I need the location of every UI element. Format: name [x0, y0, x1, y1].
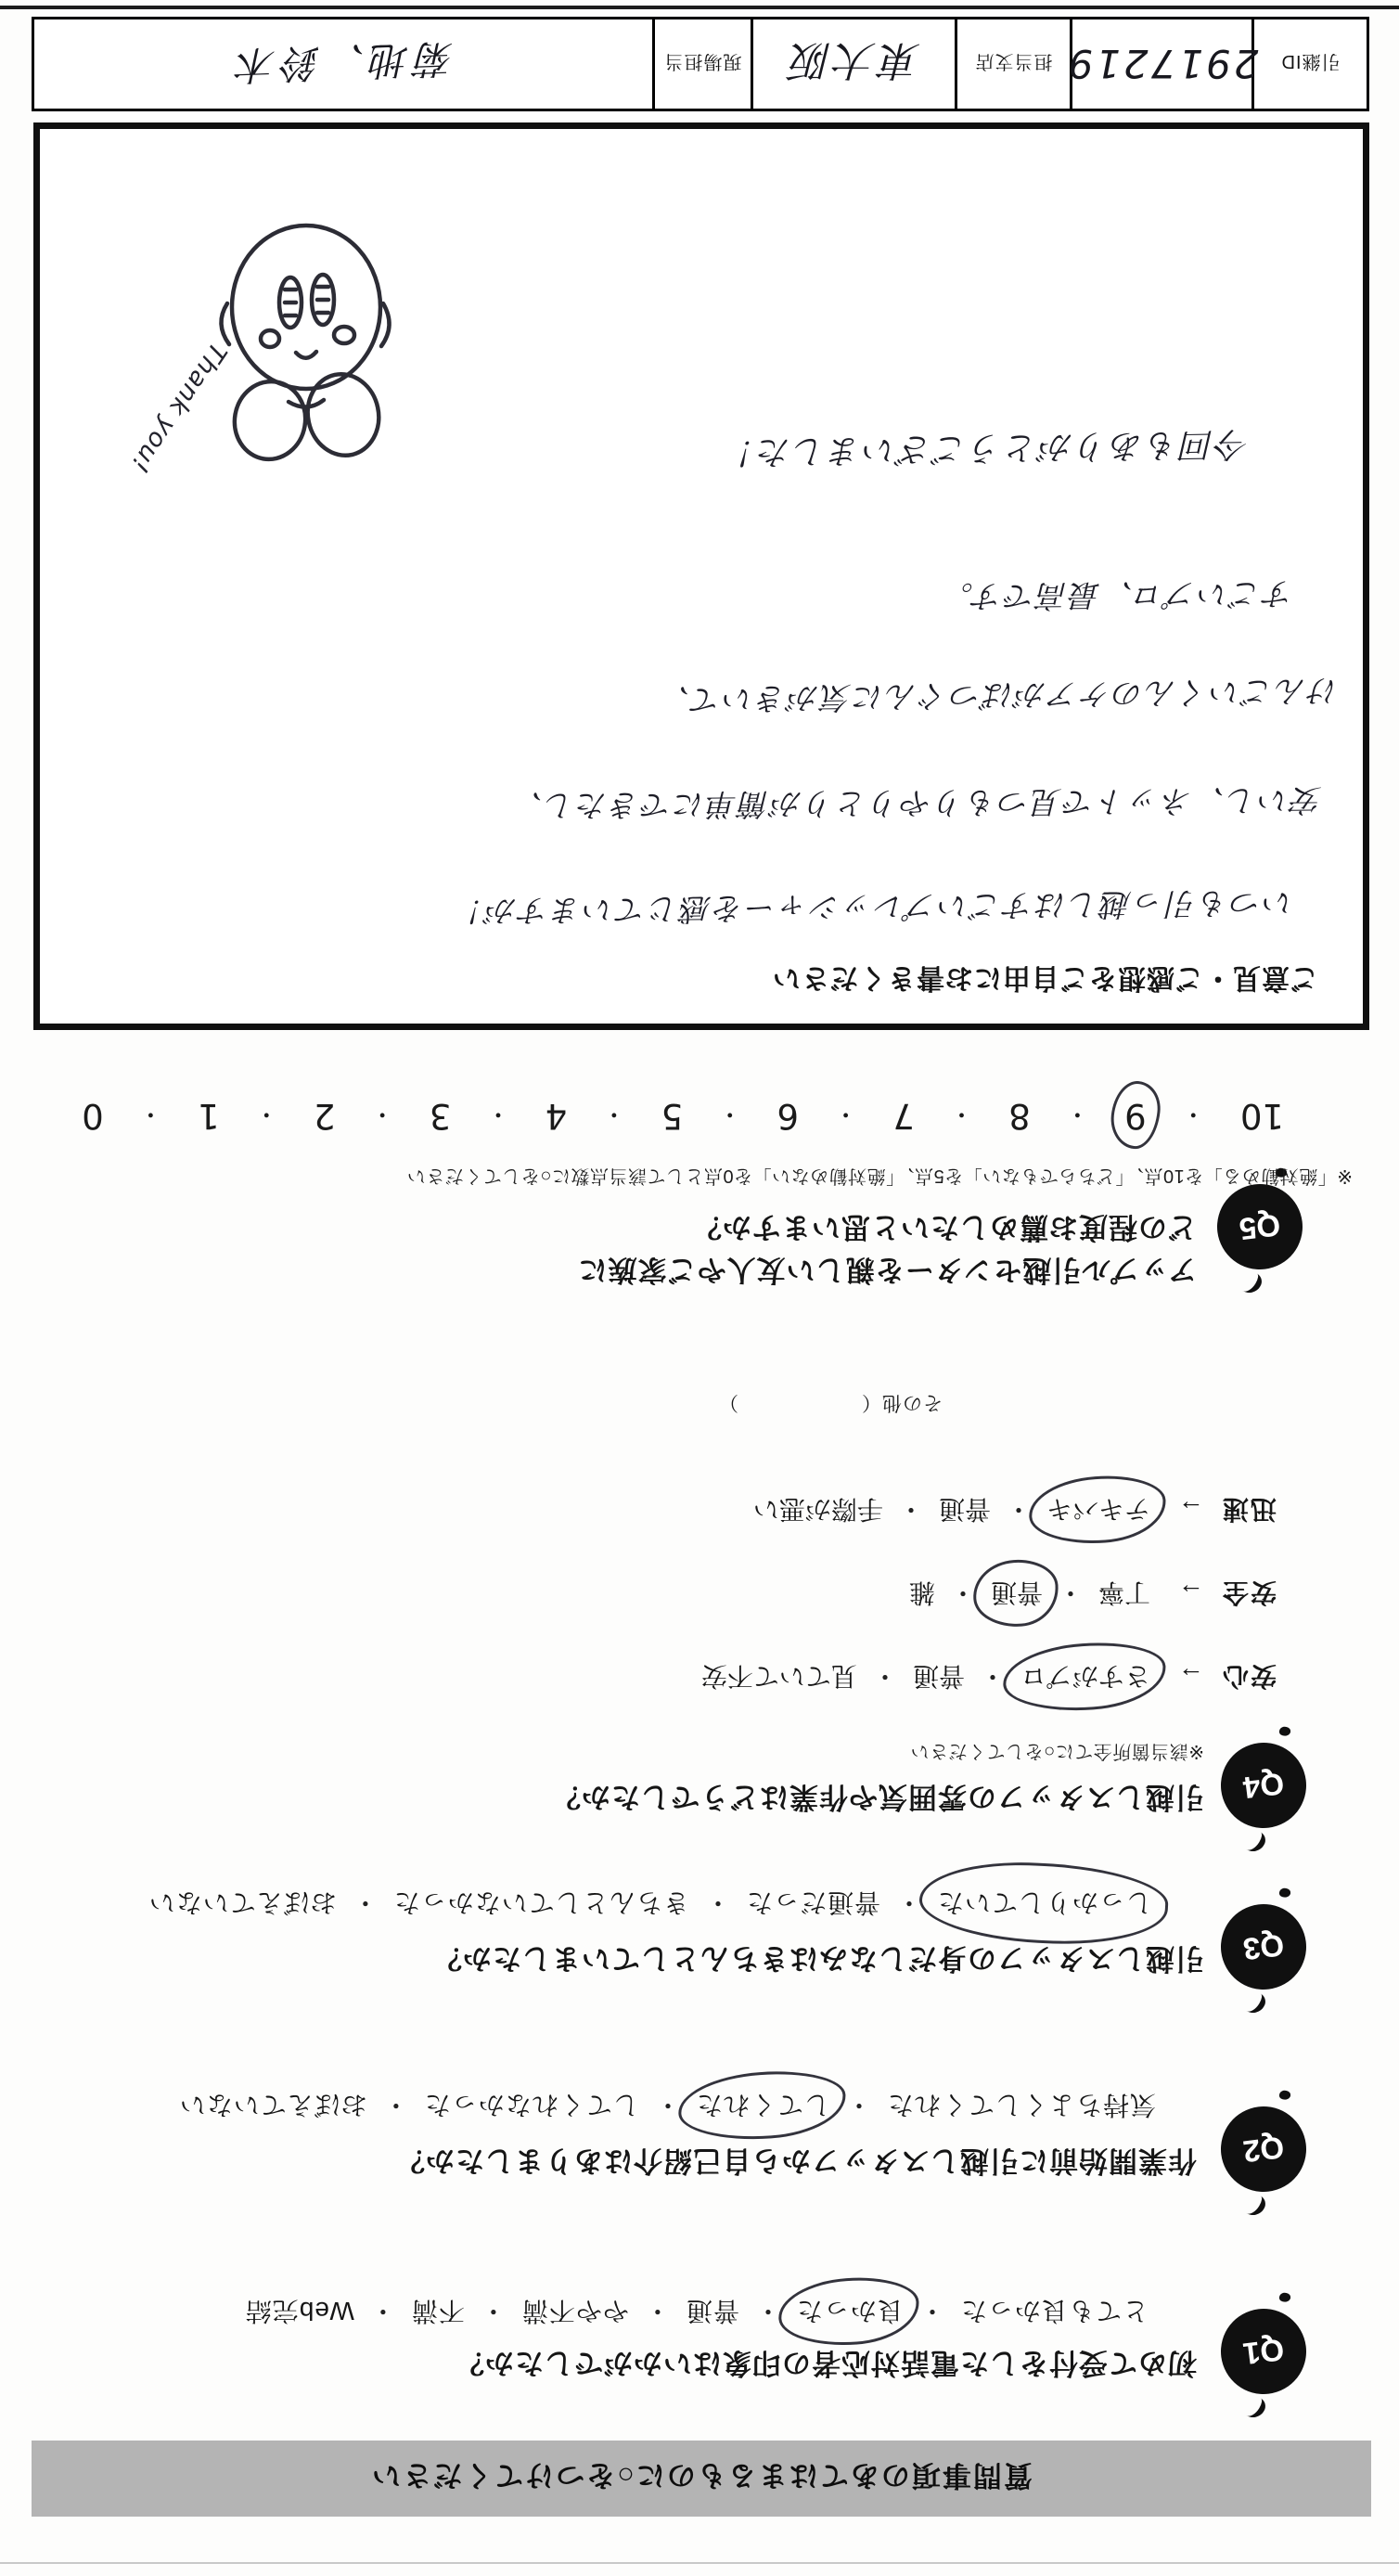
option: 気持ちよくしてくれた: [886, 2091, 1156, 2119]
q4-badge: [1216, 1738, 1312, 1834]
separator-dot: ・: [138, 1100, 163, 1127]
handover-info-table: [32, 17, 1369, 111]
q5-badge-label: Q5: [1237, 1207, 1283, 1247]
score-2: 2: [313, 1096, 336, 1136]
separator-dot: ・: [833, 1100, 858, 1127]
mascot-doodle: [207, 198, 402, 467]
q1-badge: [1216, 2304, 1312, 2400]
page-bottom-edge-line: [0, 6, 1399, 9]
score-0: 0: [82, 1096, 104, 1136]
comment-box: [33, 122, 1369, 1030]
handwritten-line: いつも引っ越しはすごいプレッシャーを感じていますが！: [452, 884, 1295, 930]
separator-dot: ・: [918, 2297, 945, 2325]
separator-dot: ・: [653, 2091, 681, 2119]
q4-row-anzen: [905, 1574, 1277, 1615]
instruction-bar-text: 質問事項のあてはまるものに○をつけてください: [370, 2459, 1033, 2492]
q5-question-line2: どの程度お薦めしたいと思いますか？: [692, 1211, 1197, 1243]
option-circled: 普通: [987, 1574, 1046, 1615]
separator-dot: ・: [485, 1100, 510, 1127]
option: おぼえていない: [148, 1888, 337, 1917]
q3-badge: [1216, 1900, 1312, 1995]
row-label: 安心: [1220, 1662, 1277, 1691]
option: 丁寧: [1097, 1578, 1150, 1607]
q5-note: ※「絶対勧める」を10点、「どちらでもない」を5点、「絶対勧めない」を0点として該当点数に○をしてください: [406, 1166, 1353, 1186]
separator-dot: ・: [370, 1100, 395, 1127]
option: 手際が悪い: [752, 1495, 883, 1524]
separator-dot: ・: [703, 1888, 731, 1917]
q2-badge: [1216, 2102, 1312, 2197]
separator-dot: ・: [844, 2091, 872, 2119]
separator-dot: ・: [1057, 1578, 1084, 1607]
separator-dot: ・: [979, 1662, 1006, 1691]
option: きちんとしていなかった: [392, 1888, 689, 1917]
thank-you-note: Thank you!: [123, 337, 233, 479]
option: 見ていて不安: [700, 1662, 857, 1691]
separator-dot: ・: [351, 1888, 379, 1917]
score-7: 7: [892, 1096, 915, 1136]
row-label: 迅速: [1220, 1495, 1277, 1524]
q5-question-line1: アップル引越センターを親しい友人やご家族に: [577, 1254, 1197, 1286]
option: 不満: [410, 2297, 465, 2325]
arrow-right: →: [1177, 1662, 1204, 1691]
q4-row-jinsoku: [750, 1490, 1277, 1531]
separator-dot: ・: [897, 1495, 924, 1524]
arrow-right: →: [1177, 1495, 1204, 1524]
footer-label-handover-id: 引継ID: [1251, 19, 1367, 109]
comment-box-title: ご意見・ご感想をご自由にお書きください: [772, 962, 1318, 993]
q4-badge-label: Q4: [1240, 1766, 1287, 1806]
separator-dot: ・: [254, 1100, 279, 1127]
handwritten-line: 今回もありがとうございました！: [720, 424, 1251, 471]
q2-options: [175, 2086, 1160, 2127]
option: 普通: [912, 1662, 965, 1691]
option-circled: してくれた: [692, 2086, 834, 2127]
footer-value-branch: 東大阪: [751, 19, 955, 109]
separator-dot: ・: [601, 1100, 626, 1127]
q5-badge: [1213, 1179, 1308, 1275]
separator-dot: ・: [871, 1662, 898, 1691]
recommend-score-scale: [80, 1096, 1286, 1136]
q4-question-text: 引越しスタッフの雰囲気や作業はどうでしたか？: [551, 1781, 1204, 1813]
separator-dot: ・: [1005, 1495, 1032, 1524]
score-1: 1: [198, 1096, 220, 1136]
q2-question-text: 作業開始前に引越しスタッフから自己紹介はありましたか？: [395, 2145, 1197, 2177]
separator-dot: ・: [949, 1100, 974, 1127]
option: 普通: [938, 1495, 991, 1524]
scan-edge-line: [0, 2562, 1399, 2564]
option: 普通: [685, 2297, 739, 2325]
option-circled: 良かった: [792, 2292, 907, 2333]
score-4: 4: [545, 1096, 568, 1136]
option-circled: さすがプロ: [1017, 1657, 1154, 1698]
score-5: 5: [661, 1096, 684, 1136]
handwritten-line: すごいプロ、最高です。: [940, 575, 1295, 615]
score-6: 6: [777, 1096, 799, 1136]
footer-value-handover-id: 2917219: [1070, 19, 1251, 109]
q4-row-anshin: [698, 1657, 1277, 1698]
option: 雑: [908, 1578, 935, 1607]
q1-options: [241, 2292, 1152, 2333]
footer-label-site-staff: 現場担当: [652, 19, 751, 109]
row-label: 安全: [1220, 1578, 1277, 1607]
option: おぼえていない: [178, 2091, 367, 2119]
option: 普通だった: [745, 1888, 880, 1917]
q1-badge-label: Q1: [1240, 2332, 1287, 2372]
handwritten-line: 安いし、ネットで見つもりやりとりが簡単にできたし、: [509, 781, 1323, 825]
separator-dot: ・: [381, 2091, 409, 2119]
separator-dot: ・: [753, 2297, 781, 2325]
separator-dot: ・: [479, 2297, 507, 2325]
score-10: 10: [1239, 1096, 1284, 1136]
option-circled: しっかりしていた: [933, 1884, 1156, 1925]
option: Web完結: [244, 2297, 354, 2325]
footer-value-site-staff: 菊地、鈴木: [231, 34, 456, 89]
option: してくれなかった: [423, 2091, 639, 2119]
q3-options: [145, 1884, 1156, 1925]
separator-dot: ・: [643, 2297, 671, 2325]
q3-question-text: 引越しスタッフの身だしなみはきちんとしていましたか？: [432, 1942, 1204, 1975]
separator-dot: ・: [949, 1578, 976, 1607]
score-8: 8: [1008, 1096, 1031, 1136]
footer-label-branch: 担当支店: [955, 19, 1070, 109]
separator-dot: ・: [894, 1888, 922, 1917]
separator-dot: ・: [368, 2297, 396, 2325]
q1-question-text: 初めて受付をした電話対応者の印象はいかがでしたか？: [455, 2347, 1197, 2379]
q4-other-field: その他（ ）: [718, 1392, 943, 1413]
score-3: 3: [429, 1096, 452, 1136]
option-circled: テキパキ: [1043, 1490, 1154, 1531]
q3-badge-label: Q3: [1240, 1927, 1287, 1967]
instruction-bar: [32, 2441, 1371, 2517]
q2-badge-label: Q2: [1240, 2130, 1287, 2170]
handwritten-line: けんごいくんのケアがばつぐんに気がきいて、: [657, 672, 1340, 719]
q4-note: ※該当箇所全てに○をしてください: [910, 1741, 1204, 1761]
separator-dot: ・: [717, 1100, 742, 1127]
arrow-right: →: [1177, 1578, 1204, 1607]
separator-dot: ・: [1181, 1100, 1206, 1127]
option: やや不満: [520, 2297, 629, 2325]
option: とても良かった: [959, 2297, 1149, 2325]
score-9-circled: 9: [1124, 1096, 1147, 1136]
separator-dot: ・: [1065, 1100, 1090, 1127]
